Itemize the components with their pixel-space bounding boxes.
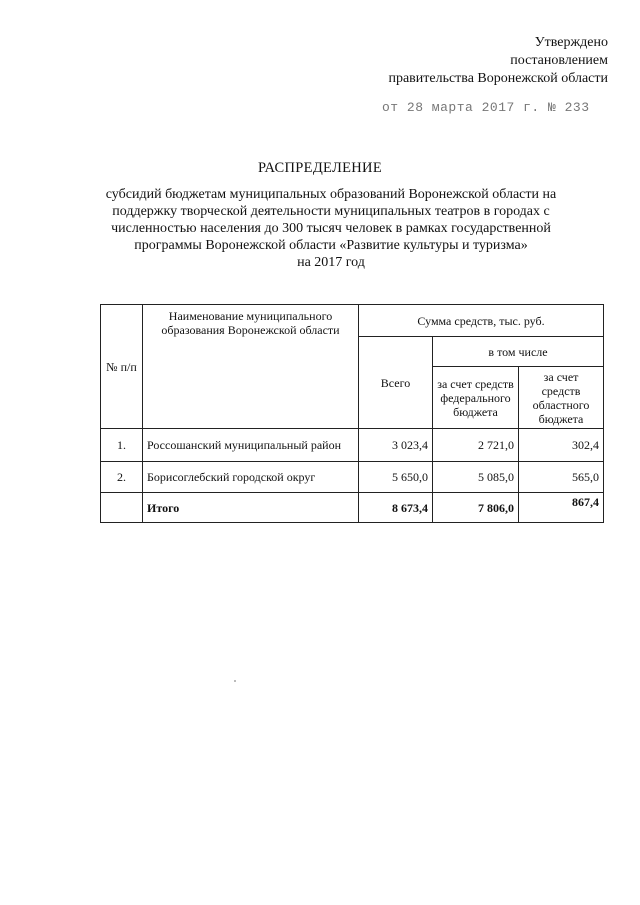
row-num: 1.: [101, 429, 143, 462]
subtitle-line: поддержку творческой деятельности муниципальных театров в городах с: [112, 204, 550, 219]
row-regional: 302,4: [519, 429, 604, 462]
header-name: [143, 305, 359, 429]
table-row: [101, 462, 604, 493]
scan-speck: [234, 680, 236, 682]
subtitle-line: на 2017 год: [297, 255, 365, 270]
header-total: [359, 337, 433, 429]
header-sum-label: Сумма средств, тыс. руб.: [417, 313, 545, 328]
approval-block: [388, 34, 608, 88]
summary-row: [101, 493, 604, 523]
table-row: [101, 429, 604, 462]
row-name: Борисоглебский городской округ: [143, 462, 359, 493]
row-regional: 565,0: [519, 462, 604, 493]
row-name: Россошанский муниципальный район: [143, 429, 359, 462]
header-including: [433, 337, 604, 367]
approval-line: правительства Воронежской области: [388, 71, 608, 86]
distribution-table: [100, 304, 604, 523]
header-regional-label: за счет средств областного бюджета: [532, 369, 590, 426]
header-row: [101, 305, 604, 337]
row-total: 5 650,0: [359, 462, 433, 493]
document-title: РАСПРЕДЕЛЕНИЕ: [258, 160, 382, 176]
summary-num: [101, 493, 143, 523]
header-regional: [519, 367, 604, 429]
header-name-label: Наименование муниципального образования Воронежской области: [161, 309, 340, 337]
summary-label: Итого: [143, 493, 359, 523]
subtitle-line: численностью населения до 300 тысяч человек в рамках государственной: [111, 221, 551, 236]
header-sum: [359, 305, 604, 337]
header-total-label: Всего: [380, 375, 411, 390]
approval-line: Утверждено: [534, 35, 608, 50]
header-num: [101, 305, 143, 429]
row-federal: 2 721,0: [433, 429, 519, 462]
header-federal-label: за счет средств федерального бюджета: [437, 376, 514, 419]
summary-regional: 867,4: [519, 493, 604, 523]
header-num-label: № п/п: [106, 359, 137, 374]
subtitle-line: субсидий бюджетам муниципальных образований Воронежской области на: [105, 187, 557, 202]
row-total: 3 023,4: [359, 429, 433, 462]
approval-line: постановлением: [510, 53, 608, 68]
summary-total: 8 673,4: [359, 493, 433, 523]
header-federal: [433, 367, 519, 429]
row-federal: 5 085,0: [433, 462, 519, 493]
row-num: 2.: [101, 462, 143, 493]
header-including-label: в том числе: [488, 344, 548, 359]
document-subtitle: [96, 186, 566, 271]
subtitle-line: программы Воронежской области «Развитие культуры и туризма»: [134, 238, 528, 253]
summary-federal: 7 806,0: [433, 493, 519, 523]
date-stamp: от 28 марта 2017 г. № 233: [382, 100, 590, 115]
